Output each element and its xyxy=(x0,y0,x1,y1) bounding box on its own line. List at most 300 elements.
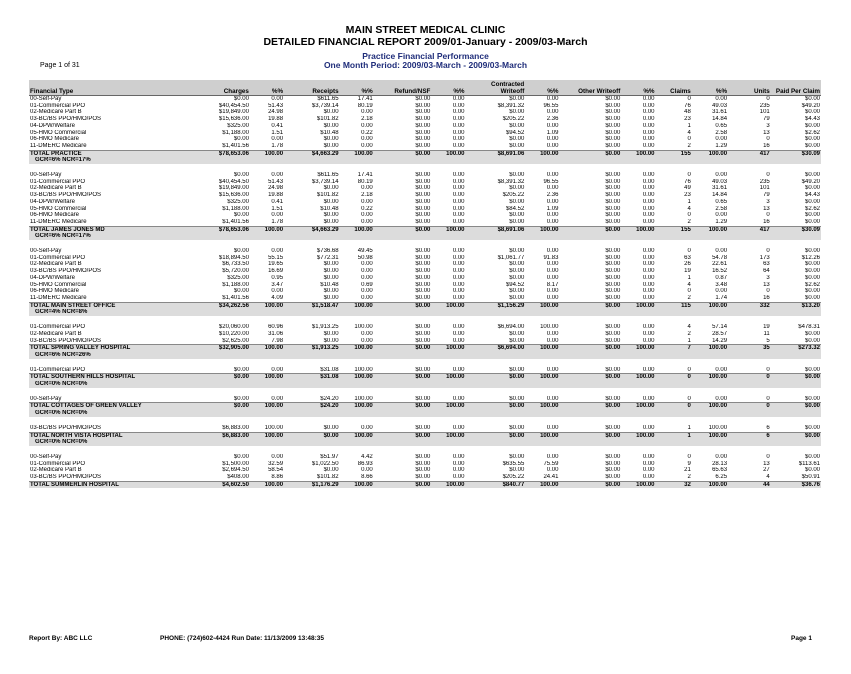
table-cell: 2 xyxy=(687,474,691,481)
table-cell: 0.00 xyxy=(546,424,559,431)
table-cell: 100.00 xyxy=(250,374,284,381)
table-cell: 3 xyxy=(766,122,770,129)
table-cell: 14.29 xyxy=(712,337,728,344)
table-cell: 0.00 xyxy=(546,218,559,225)
table-cell: $0.00 xyxy=(605,136,621,143)
table-cell: $325.00 xyxy=(227,122,249,129)
table-cell: 0.00 xyxy=(546,198,559,205)
table-cell: 0.00 xyxy=(452,460,465,467)
table-cell: $0.00 xyxy=(605,330,621,337)
table-cell: $0.00 xyxy=(323,294,339,301)
table-row xyxy=(29,248,821,255)
table-cell: 0.00 xyxy=(361,424,373,431)
table-cell: 0.00 xyxy=(715,212,728,219)
table-cell: 2.18 xyxy=(361,116,373,123)
table-cell: 0.00 xyxy=(642,218,655,225)
table-cell: 35 xyxy=(728,345,771,352)
table-cell: $0.00 xyxy=(605,185,621,192)
table-cell: $20,060.00 xyxy=(218,324,249,331)
table-cell: $0.00 xyxy=(804,366,820,373)
table-cell: $1,061.77 xyxy=(497,254,525,261)
table-row xyxy=(29,219,821,226)
table-cell: 49.03 xyxy=(712,178,728,185)
table-cell: 1 xyxy=(687,424,691,431)
table-cell: 0.00 xyxy=(642,330,655,337)
table-cell: 5 xyxy=(766,337,770,344)
table-cell: 03-BC/BS PPO/HMO/POS xyxy=(30,268,102,275)
table-cell: $6,694.00 xyxy=(466,345,526,352)
table-cell: $5,720.00 xyxy=(222,268,249,275)
table-row xyxy=(29,192,821,199)
table-cell: 0 xyxy=(687,248,691,255)
table-cell: $0.00 xyxy=(605,212,621,219)
table-cell: $0.00 xyxy=(509,248,525,255)
table-cell: 0.00 xyxy=(642,96,655,102)
table-cell: 0.00 xyxy=(361,218,373,225)
table-cell: $1,401.56 xyxy=(222,218,249,225)
table-cell: 0.00 xyxy=(546,337,559,344)
table-cell: $1,188.00 xyxy=(222,281,249,288)
column-header: %% xyxy=(250,80,284,96)
table-cell: 100.00 xyxy=(621,150,655,157)
table-cell: 0.41 xyxy=(271,198,284,205)
column-header: Paid Per Claim xyxy=(771,80,821,96)
table-cell: $1,913.25 xyxy=(311,324,339,331)
table-cell: 06-HMO Medicare xyxy=(30,288,80,295)
table-cell: 1 xyxy=(687,337,691,344)
table-cell: 76 xyxy=(684,178,691,185)
table-cell: 0.00 xyxy=(452,136,465,143)
table-cell: 0.00 xyxy=(546,212,559,219)
table-cell: $0.00 xyxy=(605,288,621,295)
table-cell: 16 xyxy=(763,142,770,149)
table-cell: 0.00 xyxy=(361,330,373,337)
table-cell: 13 xyxy=(763,205,770,212)
table-cell: $15,636.00 xyxy=(218,192,249,199)
table-row xyxy=(29,474,821,481)
table-cell: 16 xyxy=(763,218,770,225)
table-cell: 0.00 xyxy=(452,102,465,109)
total-row xyxy=(29,226,821,233)
table-cell: 0 xyxy=(687,453,691,460)
table-cell: 0.00 xyxy=(642,192,655,199)
table-cell: 0.00 xyxy=(642,254,655,261)
table-row xyxy=(29,324,821,331)
table-cell: 0.00 xyxy=(642,198,655,205)
table-cell: 0.00 xyxy=(715,136,728,143)
column-header: Contracted Writeoff xyxy=(466,80,526,96)
table-cell: 0.00 xyxy=(642,102,655,109)
table-cell: 0 xyxy=(728,374,771,381)
table-cell: 28.57 xyxy=(712,330,728,337)
table-cell: 0.00 xyxy=(361,212,373,219)
table-cell: $10.48 xyxy=(320,281,339,288)
section-spacer xyxy=(29,388,821,396)
table-cell: 24.98 xyxy=(268,185,284,192)
table-cell: 49.03 xyxy=(712,102,728,109)
table-cell: $0.00 xyxy=(323,212,339,219)
table-cell: 21 xyxy=(684,467,691,474)
table-cell: 01-Commercial PPO xyxy=(30,366,86,373)
table-cell: $0.00 xyxy=(804,330,820,337)
gcr-ncr-row xyxy=(29,157,821,164)
table-cell: $51.97 xyxy=(320,453,339,460)
table-cell: 14.84 xyxy=(712,192,728,199)
table-cell: $0.00 xyxy=(466,432,526,439)
table-cell: $325.00 xyxy=(227,274,249,281)
table-cell: $94.52 xyxy=(505,129,525,136)
table-cell: 100.00 xyxy=(692,481,728,488)
table-cell: 0.00 xyxy=(452,395,465,402)
table-cell: $0.00 xyxy=(509,198,525,205)
table-cell: 79 xyxy=(763,116,770,123)
gcr-ncr-row xyxy=(29,309,821,316)
table-cell: $0.00 xyxy=(605,424,621,431)
table-cell: 100.00 xyxy=(354,366,373,373)
table-cell: 44 xyxy=(728,481,771,488)
table-cell: $0.00 xyxy=(233,248,249,255)
table-row xyxy=(29,136,821,143)
table-cell: $0.00 xyxy=(605,198,621,205)
table-cell: 8.66 xyxy=(361,474,373,481)
table-cell: 75.59 xyxy=(543,460,559,467)
table-cell: 100.00 xyxy=(340,226,374,233)
table-cell: $0.00 xyxy=(415,254,431,261)
table-cell: 0.00 xyxy=(546,366,559,373)
column-header: %% xyxy=(621,80,655,96)
table-cell: 100.00 xyxy=(431,403,465,410)
table-cell: $0.00 xyxy=(509,395,525,402)
table-cell: $1,188.00 xyxy=(222,129,249,136)
table-cell: $0.00 xyxy=(804,218,820,225)
table-cell: $78,653.06 xyxy=(194,150,250,157)
table-cell: 1.29 xyxy=(715,218,728,225)
table-cell: 0.22 xyxy=(361,129,373,136)
table-cell: 100.00 xyxy=(540,324,559,331)
table-cell: 0.00 xyxy=(715,288,728,295)
table-cell: $78,653.06 xyxy=(194,226,250,233)
table-cell: 11-DMERC Medicare xyxy=(30,218,87,225)
table-cell: 100.00 xyxy=(431,150,465,157)
table-cell: $32,905.00 xyxy=(194,345,250,352)
table-cell: TOTAL NORTH VISTA HOSPITAL xyxy=(29,432,194,439)
table-cell: $0.00 xyxy=(323,274,339,281)
table-cell: $635.55 xyxy=(502,460,525,467)
total-row xyxy=(29,403,821,410)
table-cell: $0.00 xyxy=(323,467,339,474)
table-cell: 0.00 xyxy=(361,109,373,116)
gcr-ncr-text: GCR=0% NCR=0% xyxy=(29,381,821,388)
table-cell: 49.45 xyxy=(357,248,373,255)
table-cell: 86.93 xyxy=(357,460,373,467)
table-cell: 0.00 xyxy=(361,136,373,143)
table-cell: 0.87 xyxy=(715,274,728,281)
table-cell: 100.00 xyxy=(621,481,655,488)
total-row xyxy=(29,481,821,488)
table-cell: $19,849.00 xyxy=(218,109,249,116)
table-cell: $0.00 xyxy=(509,274,525,281)
table-cell: 2.36 xyxy=(546,116,559,123)
table-cell: 0 xyxy=(766,395,770,402)
table-cell: $0.00 xyxy=(605,294,621,301)
table-cell: 3 xyxy=(766,198,770,205)
table-cell: 100.00 xyxy=(431,226,465,233)
table-cell: $0.00 xyxy=(509,142,525,149)
table-cell: 332 xyxy=(728,302,771,309)
table-cell: $1,188.00 xyxy=(222,205,249,212)
table-cell: $0.00 xyxy=(415,205,431,212)
table-cell: $0.00 xyxy=(194,374,250,381)
table-cell: $0.00 xyxy=(415,102,431,109)
table-cell: 0.00 xyxy=(361,467,373,474)
table-cell: $0.00 xyxy=(509,453,525,460)
table-cell: 3.47 xyxy=(271,281,284,288)
table-cell: $0.00 xyxy=(804,109,820,116)
table-cell: 100.00 xyxy=(250,481,284,488)
table-body xyxy=(29,96,821,489)
table-cell: 100.00 xyxy=(525,374,559,381)
table-cell: 51.43 xyxy=(268,102,284,109)
table-cell: $13.20 xyxy=(771,302,821,309)
table-cell: 101 xyxy=(759,185,770,192)
gcr-ncr-text: GCR=0% NCR=0% xyxy=(29,439,821,446)
table-cell: $0.00 xyxy=(804,288,820,295)
table-cell: 0.00 xyxy=(452,424,465,431)
table-cell: $0.00 xyxy=(605,116,621,123)
table-cell: 03-BC/BS PPO/HMO/POS xyxy=(30,474,102,481)
table-cell: 4.42 xyxy=(361,453,373,460)
column-header: %% xyxy=(431,80,465,96)
table-cell: 100.00 xyxy=(525,150,559,157)
table-cell: 235 xyxy=(759,102,770,109)
table-cell: 11 xyxy=(763,330,770,337)
table-cell: 100.00 xyxy=(525,345,559,352)
table-cell: 19 xyxy=(763,324,770,331)
table-cell: 6 xyxy=(728,432,771,439)
table-cell: 6 xyxy=(766,424,770,431)
table-cell: 2.58 xyxy=(715,129,728,136)
table-cell: 0.00 xyxy=(452,467,465,474)
table-cell: 0.00 xyxy=(546,185,559,192)
table-cell: 02-Medicare Part B xyxy=(30,467,82,474)
table-cell: 1 xyxy=(687,198,691,205)
table-cell: $0.00 xyxy=(415,218,431,225)
table-cell: $0.00 xyxy=(323,185,339,192)
table-cell: 2 xyxy=(687,142,691,149)
table-cell: 0.00 xyxy=(361,261,373,268)
column-header: Charges xyxy=(194,80,250,96)
table-row xyxy=(29,206,821,213)
table-cell: $12.26 xyxy=(801,254,820,261)
spacer-cell xyxy=(29,240,821,248)
table-cell: 00-Self-Pay xyxy=(30,453,62,460)
table-cell: $94.52 xyxy=(505,281,525,288)
table-cell: $0.00 xyxy=(509,261,525,268)
table-cell: $2.62 xyxy=(804,205,820,212)
table-row xyxy=(29,179,821,186)
table-cell: $0.00 xyxy=(374,302,432,309)
table-cell: $0.00 xyxy=(605,172,621,179)
table-cell: 417 xyxy=(728,150,771,157)
table-cell: $0.00 xyxy=(323,261,339,268)
table-cell: $18,894.50 xyxy=(218,254,249,261)
table-row xyxy=(29,96,821,103)
table-cell: $49.20 xyxy=(801,102,820,109)
section-spacer xyxy=(29,164,821,172)
table-cell: 0.00 xyxy=(546,274,559,281)
table-cell: 100.00 xyxy=(621,345,655,352)
table-cell: 48 xyxy=(684,109,691,116)
table-cell: $0.00 xyxy=(233,212,249,219)
report-title: DETAILED FINANCIAL REPORT 2009/01-January - 2009/03-March xyxy=(263,36,588,48)
table-cell: $0.00 xyxy=(804,96,820,102)
table-cell: 100.00 xyxy=(692,345,728,352)
footer-phone-run-date: PHONE: (724)602-4424 Run Date: 11/13/2009 13:48:35 xyxy=(160,635,325,642)
table-cell: $205.22 xyxy=(502,192,525,199)
section-spacer xyxy=(29,240,821,248)
table-cell: $0.00 xyxy=(323,109,339,116)
table-cell: 03-BC/BS PPO/HMO/POS xyxy=(30,116,102,123)
table-cell: 0.00 xyxy=(452,324,465,331)
table-cell: $0.00 xyxy=(415,395,431,402)
table-row xyxy=(29,143,821,150)
table-cell: 00-Self-Pay xyxy=(30,395,62,402)
table-cell: 0 xyxy=(687,288,691,295)
table-cell: 0 xyxy=(728,403,771,410)
table-cell: 01-Commercial PPO xyxy=(30,324,86,331)
table-cell: 0.00 xyxy=(452,274,465,281)
table-cell: TOTAL PRACTICE xyxy=(29,150,194,157)
table-cell: $0.00 xyxy=(415,460,431,467)
table-cell: 05-HMO Commercial xyxy=(30,205,87,212)
table-cell: $1,156.29 xyxy=(466,302,526,309)
table-cell: 100.00 xyxy=(708,424,728,431)
table-cell: 0.00 xyxy=(546,268,559,275)
table-cell: 13 xyxy=(763,460,770,467)
table-row xyxy=(29,454,821,461)
table-cell: 0.00 xyxy=(361,198,373,205)
table-cell: $0.00 xyxy=(509,330,525,337)
table-cell: $101.82 xyxy=(316,116,339,123)
table-cell: $0.00 xyxy=(804,142,820,149)
table-cell: 0.00 xyxy=(271,212,284,219)
table-cell: $273.32 xyxy=(771,345,821,352)
table-cell: $0.00 xyxy=(605,274,621,281)
table-cell: 0.00 xyxy=(452,288,465,295)
table-cell: $0.00 xyxy=(415,337,431,344)
table-cell: $8,391.32 xyxy=(497,102,525,109)
table-cell: 0.00 xyxy=(452,474,465,481)
table-cell: 0 xyxy=(766,288,770,295)
table-cell: $3,739.14 xyxy=(311,102,339,109)
table-cell: 0.00 xyxy=(546,172,559,179)
table-cell: 100.00 xyxy=(621,374,655,381)
table-cell: $0.00 xyxy=(804,185,820,192)
table-cell: $6,883.00 xyxy=(222,424,249,431)
table-cell: $0.00 xyxy=(771,374,821,381)
table-cell: 0.00 xyxy=(642,467,655,474)
table-row xyxy=(29,116,821,123)
table-cell: 100.00 xyxy=(621,403,655,410)
table-cell: 13 xyxy=(763,281,770,288)
table-cell: 0 xyxy=(766,212,770,219)
spacer-cell xyxy=(29,388,821,396)
table-cell: 100.00 xyxy=(692,403,728,410)
table-cell: 54.78 xyxy=(712,254,728,261)
table-cell: $0.00 xyxy=(415,178,431,185)
table-cell: $0.00 xyxy=(374,374,432,381)
table-cell: 1.29 xyxy=(715,142,728,149)
table-cell: $0.00 xyxy=(323,198,339,205)
table-cell: TOTAL SOUTHERN HILLS HOSPITAL xyxy=(29,374,194,381)
table-cell: $0.00 xyxy=(233,96,249,102)
table-cell: $0.00 xyxy=(509,467,525,474)
table-cell: $0.00 xyxy=(415,288,431,295)
table-cell: 0.00 xyxy=(452,172,465,179)
table-cell: 1.09 xyxy=(546,205,559,212)
table-row xyxy=(29,268,821,275)
table-row xyxy=(29,425,821,432)
table-row xyxy=(29,103,821,110)
gcr-ncr-text: GCR=0% NCR=0% xyxy=(29,410,821,417)
table-cell: $0.00 xyxy=(804,268,820,275)
table-cell: 00-Self-Pay xyxy=(30,96,62,102)
table-cell: 76 xyxy=(684,102,691,109)
gcr-ncr-text: GCR=6% NCR=17% xyxy=(29,233,821,240)
table-cell: 0.00 xyxy=(361,122,373,129)
table-cell: 0.00 xyxy=(546,122,559,129)
table-cell: 0.00 xyxy=(546,294,559,301)
table-cell: $0.00 xyxy=(374,481,432,488)
table-cell: $0.00 xyxy=(804,467,820,474)
table-cell: 0.00 xyxy=(642,324,655,331)
table-cell: 0.00 xyxy=(271,96,284,102)
table-cell: 03-BC/BS PPO/HMO/POS xyxy=(30,424,102,431)
table-cell: $0.00 xyxy=(374,226,432,233)
table-cell: $0.00 xyxy=(415,96,431,102)
table-cell: 0.00 xyxy=(361,185,373,192)
table-cell: 06-HMO Medicare xyxy=(30,136,80,143)
table-cell: 0 xyxy=(656,403,692,410)
table-cell: 0.65 xyxy=(715,198,728,205)
table-cell: 19 xyxy=(684,268,691,275)
table-cell: 32.59 xyxy=(268,460,284,467)
table-cell: 0.00 xyxy=(452,122,465,129)
table-cell: $4.43 xyxy=(804,192,820,199)
table-cell: 1.51 xyxy=(271,129,284,136)
table-cell: $0.00 xyxy=(605,122,621,129)
table-cell: $30.09 xyxy=(771,150,821,157)
column-header: Refund/NSF xyxy=(374,80,432,96)
table-cell: 100.00 xyxy=(340,302,374,309)
table-cell: $2.62 xyxy=(804,281,820,288)
table-cell: 49 xyxy=(684,185,691,192)
table-cell: 4 xyxy=(687,205,691,212)
table-cell: $0.00 xyxy=(804,248,820,255)
table-cell: $0.00 xyxy=(804,212,820,219)
table-cell: 00-Self-Pay xyxy=(30,172,62,179)
table-cell: 0.00 xyxy=(452,109,465,116)
table-cell: 2.58 xyxy=(715,205,728,212)
table-cell: 1.09 xyxy=(546,129,559,136)
table-cell: 0.00 xyxy=(642,294,655,301)
table-cell: $0.00 xyxy=(509,122,525,129)
table-cell: 0.00 xyxy=(715,248,728,255)
table-cell: 0.00 xyxy=(642,205,655,212)
table-cell: 0.00 xyxy=(642,395,655,402)
table-cell: 100.00 xyxy=(525,481,559,488)
table-cell: 100.00 xyxy=(525,432,559,439)
